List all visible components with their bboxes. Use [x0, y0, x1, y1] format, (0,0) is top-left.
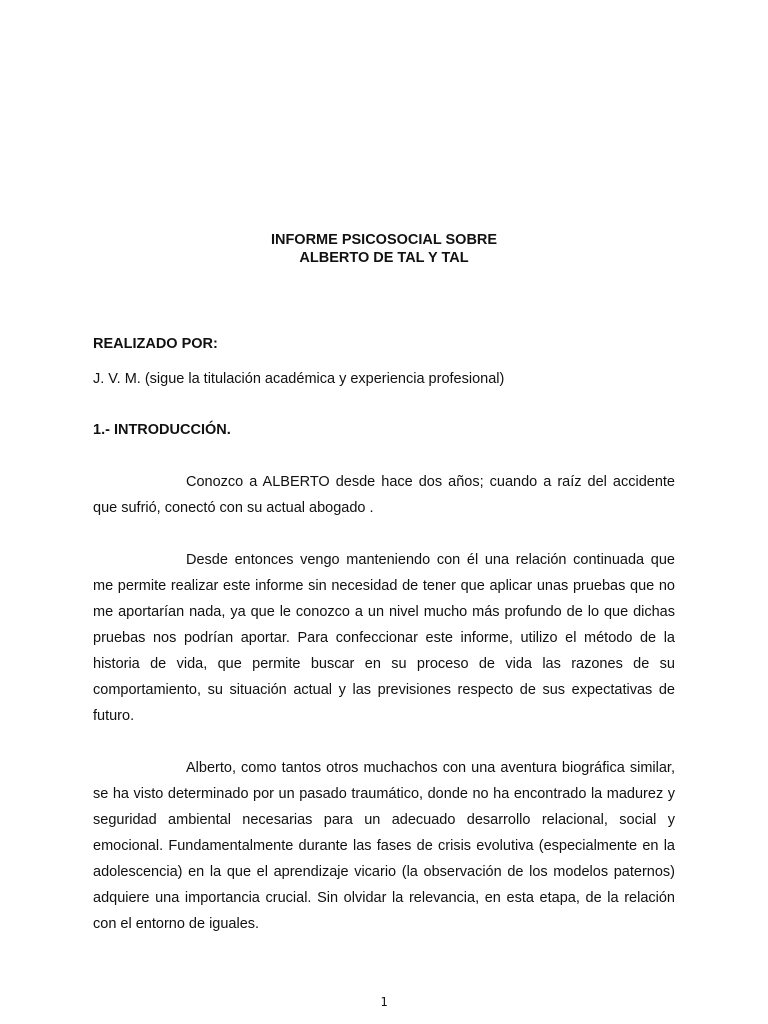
author-line: J. V. M. (sigue la titulación académica y experiencia profesional) — [93, 371, 505, 387]
paragraph-2: Desde entonces vengo manteniendo con él una relación continuada que me permite realizar este informe sin necesidad de tener que aplicar unas pruebas que no me aportarían nada, ya que le conozco a un nivel mucho más profundo de lo que dichas pruebas nos podrían aportar. Para confeccionar este informe, utilizo el método de la historia de vida, que permite buscar en su proceso de vida las razones de su comportamiento, su situación actual y las previsiones respecto de sus expectativas de futuro. — [93, 552, 675, 724]
page-number: 1 — [380, 995, 388, 1009]
document-title — [0, 231, 768, 267]
paragraph-3: Alberto, como tantos otros muchachos con una aventura biográfica similar, se ha visto determinado por un pasado traumático, donde no ha encontrado la madurez y seguridad ambiental necesarias para un adecuado desarrollo relacional, social y emocional. Fundamentalmente durante las fases de crisis evolutiva (especialmente en la adolescencia) en la que el aprendizaje vicario (la observación de los modelos paternos) adquiere una importancia crucial. Sin olvidar la relevancia, en esta etapa, de la relación con el entorno de iguales. — [93, 760, 675, 932]
title-line-2: ALBERTO DE TAL Y TAL — [299, 250, 469, 266]
section-1-heading: 1.- INTRODUCCIÓN. — [93, 422, 231, 438]
author-heading: REALIZADO POR: — [93, 336, 218, 352]
paragraph-1: Conozco a ALBERTO desde hace dos años; cuando a raíz del accidente que sufrió, conectó con su actual abogado . — [93, 474, 675, 516]
title-line-1: INFORME PSICOSOCIAL SOBRE — [270, 232, 498, 248]
